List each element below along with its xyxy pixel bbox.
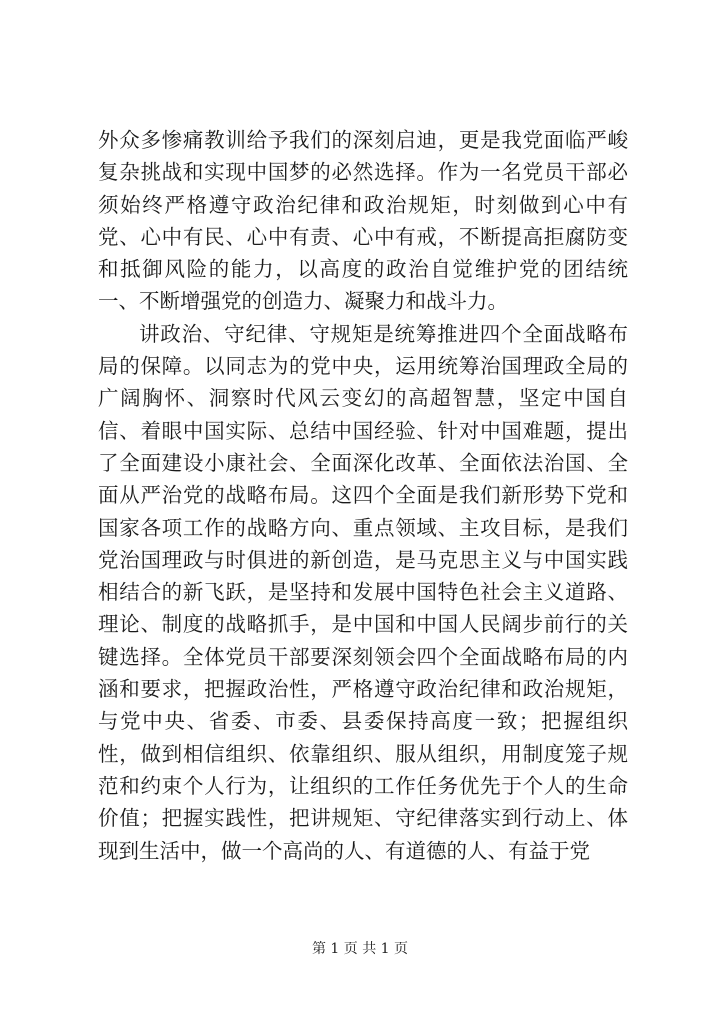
page-footer: 第 1 页 共 1 页 — [311, 941, 409, 957]
paragraph-1: 外众多惨痛教训给予我们的深刻启迪，更是我党面临严峻复杂挑战和实现中国梦的必然选择。作为一名党员干部必须始终严格遵守政治纪律和政治规矩，时刻做到心中有党、心中有民、心中有责、心中有戒，不断提高拒腐防变和抵御风险的能力，以高度的政治自觉维护党的团结统一、不断增强党的创造力、凝聚力和战斗力。 — [98, 128, 628, 314]
paragraph-2: 讲政治、守纪律、守规矩是统筹推进四个全面战略布局的保障。以同志为的党中央，运用统筹治国理政全局的广阔胸怀、洞察时代风云变幻的高超智慧，坚定中国自信、着眼中国实际、总结中国经验、针对中国难题，提出了全面建设小康社会、全面深化改革、全面依法治国、全面从严治党的战略布局。这四个全面是我们新形势下党和国家各项工作的战略方向、重点领域、主攻目标，是我们党治国理政与时俱进的新创造，是马克思主义与中国实践相结合的新飞跃，是坚持和发展中国特色社会主义道路、理论、制度的战略抓手，是中国和中国人民阔步前行的关键选择。全体党员干部要深刻领会四个全面战略布局的内涵和要求，把握政治性，严格遵守政治纪律和政治规矩，与党中央、省委、市委、县委保持高度一致；把握组织性，做到相信组织、依靠组织、服从组织，用制度笼子规范和约束个人行为，让组织的工作任务优先于个人的生命价值；把握实践性，把讲规矩、守纪律落实到行动上、体现到生活中，做一个高尚的人、有道德的人、有益于党 — [98, 321, 628, 863]
body-text — [98, 124, 628, 867]
